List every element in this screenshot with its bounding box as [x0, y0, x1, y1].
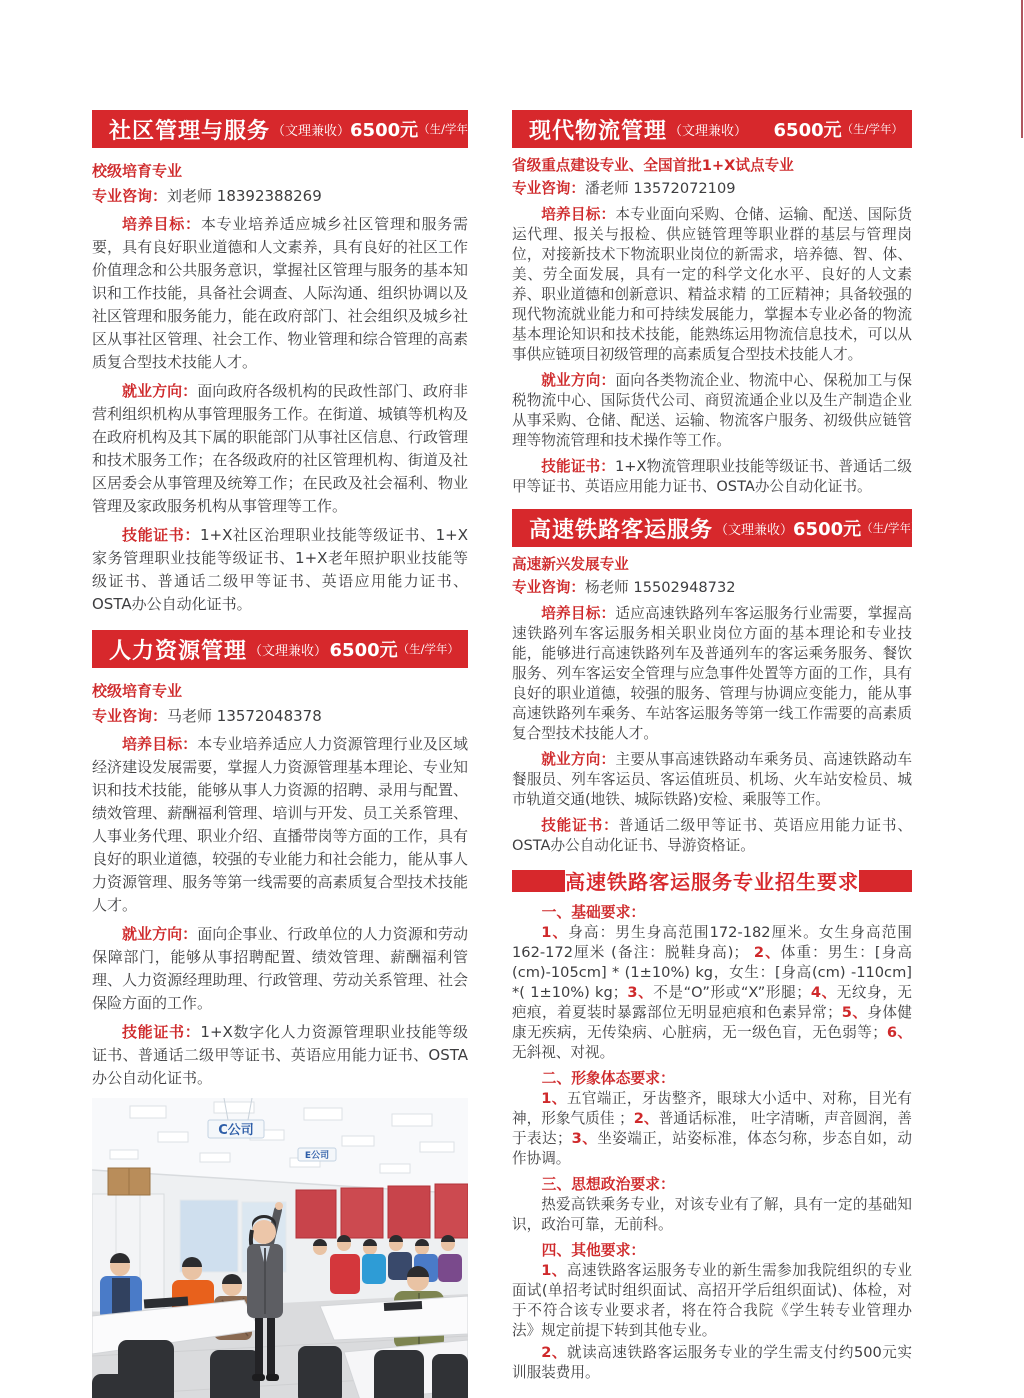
- program-title: 人力资源管理: [109, 638, 248, 664]
- consult-label: 专业咨询：: [512, 579, 585, 596]
- req-heading-basic: 一、基础要求：: [541, 904, 646, 921]
- program-admission-note: （文理兼收）: [669, 123, 748, 139]
- program-hsr-passenger-service: [512, 509, 923, 856]
- program-jobs-paragraph: [92, 380, 468, 518]
- program-admission-note: （文理兼收）: [249, 643, 328, 659]
- program-goal-paragraph: [512, 604, 912, 744]
- bleed-mark: [1021, 0, 1023, 138]
- jobs-label: 就业方向：: [122, 382, 198, 400]
- classroom-photo-illustration: [92, 1098, 468, 1398]
- goal-label: 培养目标：: [122, 735, 198, 753]
- consult-label: 专业咨询：: [92, 187, 168, 205]
- program-fee-unit: （生/学年）: [861, 521, 923, 535]
- program-jobs-paragraph: [512, 750, 912, 810]
- program-badge: 校级培育专业: [92, 682, 183, 700]
- program-goal-paragraph: [512, 205, 912, 365]
- consult-value: 杨老师 15502948732: [584, 579, 736, 596]
- requirements-title-row: [512, 866, 912, 895]
- program-admission-note: （文理兼收）: [272, 123, 351, 139]
- consult-label: 专业咨询：: [92, 707, 168, 725]
- program-header-bar: [512, 110, 912, 148]
- program-certs-paragraph: [512, 816, 912, 856]
- req-basic-items: 1、身高：男生身高范围172-182厘米。女生身高范围162-172厘米 (备注：脱鞋身高)； 2、体重：男生：[身高(cm)-105cm] * (1±10%) kg，女生：[身高(cm) -110cm] *( 1±10%) kg；3、不是“O”形或“X”形腿；4、无纹身，无疤痕，着夏装时暴露部位无明显疤痕和色素异常；5、身体健康无疾病，无传染病、心脏病，无一级色盲，无色弱等；6、无斜视、对视。: [512, 924, 913, 1061]
- consult-value: 刘老师 18392388269: [167, 187, 322, 205]
- program-goal-paragraph: [92, 733, 468, 917]
- program-header-bar: [512, 509, 923, 547]
- program-goal-paragraph: [92, 213, 468, 374]
- program-fee-unit: （生/学年）: [397, 642, 459, 656]
- consult-value: 马老师 13572048378: [167, 707, 322, 725]
- req-heading-other: 四、其他要求：: [541, 1242, 646, 1259]
- goal-text: 本专业培养适应人力资源管理行业及区域经济建设发展需要，掌握人力资源管理基本理论、专业知识和技术技能，能够从事人力资源的招聘、录用与配置、绩效管理、薪酬福利管理、培训与开发、员工关系管理、人事业务代理、职业介绍、直播带岗等方面的工作，具有良好的职业道德，较强的专业能力和社会能力，能从事人力资源管理、服务等第一线需要的高素质复合型技术技能人才。: [92, 735, 468, 914]
- program-consult-line: [512, 578, 912, 598]
- classroom-photo: [92, 1098, 468, 1398]
- program-title: 现代物流管理: [529, 118, 668, 144]
- program-header-bar: [92, 630, 468, 668]
- certs-text: 1+X物流管理职业技能等级证书、普通话二级甲等证书、英语应用能力证书、OSTA办公自动化证书。: [512, 458, 912, 495]
- program-badge: 高速新兴发展专业: [512, 556, 629, 573]
- program-jobs-paragraph: [92, 923, 468, 1015]
- program-fee: 6500元: [350, 120, 419, 141]
- title-right-block: [859, 870, 912, 892]
- goal-text: 适应高速铁路列车客运服务行业需要，掌握高速铁路列车客运服务相关职业岗位方面的基本理论和专业技能，能够进行高速铁路列车及普通列车的客运乘务服务、餐饮服务、列车客运安全管理与应急事件处置等方面的工作，具有良好的职业道德，较强的服务、管理与协调应变能力，能从事高速铁路列车乘务、车站客运服务等第一线工作需要的高素质复合型技术技能人才。: [512, 605, 912, 742]
- req-other-item-2: 2、就读高速铁路客运服务专业的学生需支付约500元实训服装费用。: [512, 1344, 913, 1381]
- program-fee: 6500元: [329, 640, 398, 661]
- req-political-text: 热爱高铁乘务专业，对该专业有了解，具有一定的基础知识，政治可靠，无前科。: [512, 1196, 912, 1233]
- goal-label: 培养目标：: [541, 206, 616, 223]
- program-certs-paragraph: [92, 524, 468, 616]
- certs-label: 技能证书：: [541, 458, 615, 475]
- program-fee: 6500元: [773, 120, 842, 141]
- certs-text: 1+X数字化人力资源管理职业技能等级证书、普通话二级甲等证书、英语应用能力证书、OSTA办公自动化证书。: [92, 1023, 468, 1087]
- program-certs-paragraph: [92, 1021, 468, 1090]
- consult-label: 专业咨询：: [512, 180, 585, 197]
- req-appearance-items: 1、五官端正，牙齿整齐，眼球大小适中、对称，目光有神，形象气质佳 ；2、普通话标准， 吐字清晰，声音圆润，善于表达；3、坐姿端正，站姿标准，体态匀称，步态自如，动作协调。: [512, 1090, 913, 1167]
- req-other-item-1: 1、高速铁路客运服务专业的新生需参加我院组织的专业面试(单招考试时组织面试、高招开学后组织面试)、体检，对于不符合该专业要求者，将在符合我院《学生转专业管理办法》规定前提下转到其他专业。: [512, 1262, 912, 1339]
- jobs-text: 面向企事业、行政单位的人力资源和劳动保障部门，能够从事招聘配置、绩效管理、薪酬福利管理、人力资源经理助理、行政管理、劳动关系管理、社会保险方面的工作。: [92, 925, 468, 1012]
- jobs-label: 就业方向：: [541, 751, 616, 768]
- admission-requirements: [512, 866, 912, 1383]
- program-badge: 省级重点建设专业、全国首批1+X试点专业: [512, 157, 794, 174]
- program-jobs-paragraph: [512, 371, 912, 451]
- jobs-text: 面向政府各级机构的民政性部门、政府非营利组织机构从事管理服务工作。在街道、城镇等机构及在政府机构及其下属的职能部门从事社区信息、行政管理和技术服务工作；在各级政府的社区管理机构、街道及社区居委会从事管理及统筹工作；在民政及社会福利、物业管理及家政服务机构从事管理等工作。: [92, 382, 468, 515]
- req-heading-political: 三、思想政治要求：: [541, 1176, 675, 1193]
- program-consult-line: [92, 185, 468, 207]
- requirements-title: 高速铁路客运服务专业招生要求: [565, 870, 859, 894]
- program-title: 社区管理与服务: [109, 118, 271, 144]
- program-fee: 6500元: [793, 519, 862, 540]
- jobs-label: 就业方向：: [541, 372, 616, 389]
- goal-label: 培养目标：: [541, 605, 616, 622]
- program-badge: 校级培育专业: [92, 162, 183, 180]
- program-fee-unit: （生/学年）: [841, 122, 903, 136]
- program-community-management: [92, 110, 480, 616]
- certs-label: 技能证书：: [122, 1023, 201, 1041]
- program-fee-unit: （生/学年）: [418, 122, 480, 136]
- company-sign-text: C公司: [218, 1123, 254, 1138]
- jobs-text: 面向各类物流企业、物流中心、保税加工与保税物流中心、国际货代公司、商贸流通企业以及生产制造企业从事采购、仓储、配送、运输、物流客户服务、初级供应链管理等物流管理和技术操作等工作。: [512, 372, 912, 449]
- certs-label: 技能证书：: [541, 817, 619, 834]
- goal-text: 本专业培养适应城乡社区管理和服务需要，具有良好职业道德和人文素养，具有良好的社区工作价值理念和公共服务意识，掌握社区管理与服务的基本知识和工作技能，具备社会调查、人际沟通、组织协调以及社区管理和服务能力，能在政府部门、社会组织及城乡社区从事社区管理、社会工作、物业管理和综合管理的高素质复合型技术技能人才。: [92, 215, 468, 371]
- certs-label: 技能证书：: [122, 526, 200, 544]
- req-heading-appearance: 二、形象体态要求：: [541, 1070, 675, 1087]
- program-header-bar: [92, 110, 480, 148]
- program-title: 高速铁路客运服务: [529, 517, 714, 543]
- program-certs-paragraph: [512, 457, 912, 497]
- program-modern-logistics: [512, 110, 912, 497]
- company-sign-text-2: E公司: [304, 1151, 330, 1161]
- goal-text: 本专业面向采购、仓储、运输、配送、国际货运代理、报关与报检、供应链管理等职业群的基层与管理岗位，对接新技术下物流职业岗位的新需求，培养德、智、体、美、劳全面发展，具有一定的科学文化水平、良好的人文素养、职业道德和创新意识、精益求精 的工匠精神；具备较强的现代物流就业能力和可持续发展能力，掌握本专业必备的物流基本理论知识和技术技能，能熟练运用物流信息技术，可以从事供应链项目初级管理的高素质复合型技术技能人才。: [512, 206, 912, 363]
- certs-text: 1+X社区治理职业技能等级证书、1+X家务管理职业技能等级证书、1+X老年照护职业技能等级证书、普通话二级甲等证书、英语应用能力证书、OSTA办公自动化证书。: [92, 526, 468, 613]
- red-banners: [296, 1184, 468, 1238]
- jobs-text: 主要从事高速铁路动车乘务员、高速铁路动车餐服员、列车客运员、客运值班员、机场、火车站安检员、城市轨道交通(地铁、城际铁路)安检、乘服等工作。: [512, 751, 912, 808]
- left-column: [92, 110, 480, 1398]
- consult-value: 潘老师 13572072109: [584, 180, 736, 197]
- jobs-label: 就业方向：: [122, 925, 198, 943]
- goal-label: 培养目标：: [122, 215, 201, 233]
- program-human-resources: [92, 630, 468, 1090]
- program-admission-note: （文理兼收）: [715, 522, 794, 538]
- program-consult-line: [512, 179, 912, 199]
- program-consult-line: [92, 705, 468, 727]
- certs-text: 普通话二级甲等证书、英语应用能力证书、OSTA办公自动化证书、导游资格证。: [512, 817, 912, 854]
- title-left-block: [512, 870, 565, 892]
- right-column: [512, 110, 923, 1383]
